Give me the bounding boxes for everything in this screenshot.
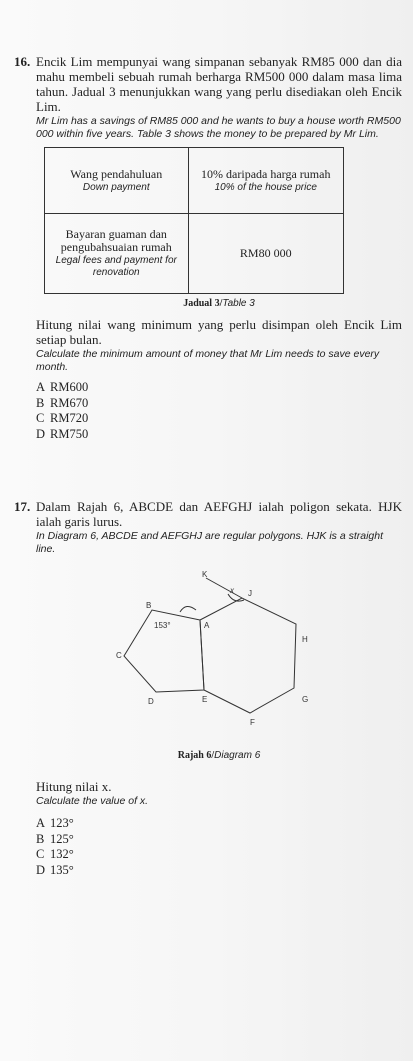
label-g: G [302, 695, 309, 704]
line-jk [206, 578, 242, 598]
caption-malay: Rajah 6/ [177, 750, 215, 761]
cell-text-malay: Wang pendahuluan [70, 166, 163, 181]
table-3 [44, 147, 344, 294]
question-number: 17. [14, 499, 31, 514]
option-a[interactable]: A 123° [36, 816, 74, 830]
diagram-caption [36, 750, 402, 761]
option-d[interactable]: D 135° [36, 862, 74, 877]
cell-text-malay: Bayaran guaman dan pengubahsuaian rumah [60, 227, 172, 254]
option-c[interactable]: C RM720 [36, 411, 89, 425]
ask-text-english: Calculate the minimum amount of money that Mr Lim needs to save every month. [36, 348, 380, 373]
table-cell [188, 148, 343, 214]
table-cell [45, 214, 189, 294]
question-text-english: Mr Lim has a savings of RM85 000 and he wants to buy a house worth RM500 000 within five years. Table 3 shows the money to be prepared by Mr Lim. [36, 115, 401, 140]
caption-english: Diagram 6 [214, 750, 261, 761]
caption-english: Table 3 [222, 298, 255, 309]
answer-options [36, 380, 402, 442]
angle-arc-153 [180, 606, 196, 612]
label-x: x [230, 586, 234, 595]
ask-text-malay: Hitung nilai x. [36, 779, 112, 794]
label-k: K [202, 570, 208, 579]
ask-text-english: Calculate the value of x. [36, 795, 149, 807]
question-17 [14, 499, 402, 878]
question-16 [14, 54, 402, 442]
caption-malay: Jadual 3/ [183, 298, 223, 309]
cell-text-english: Down payment [82, 181, 150, 193]
option-d[interactable]: D RM750 [36, 426, 89, 441]
table-cell [188, 214, 343, 294]
label-f: F [250, 718, 255, 727]
label-j: J [248, 589, 252, 598]
label-h: H [302, 635, 308, 644]
label-a: A [204, 621, 210, 630]
label-d: D [148, 697, 154, 706]
label-c: C [116, 651, 122, 660]
ask-text-malay: Hitung nilai wang minimum yang perlu disimpan oleh Encik Lim setiap bulan. [36, 317, 402, 347]
option-a[interactable]: A RM600 [36, 380, 89, 394]
table-caption [36, 298, 402, 309]
cell-text-english: 10% of the house price [214, 181, 317, 193]
cell-text-malay: 10% daripada harga rumah [201, 166, 331, 181]
option-c[interactable]: C 132° [36, 847, 74, 861]
table-cell [45, 148, 189, 214]
label-b: B [146, 601, 152, 610]
question-text-english: In Diagram 6, ABCDE and AEFGHJ are regular polygons. HJK is a straight line. [36, 530, 384, 555]
option-b[interactable]: B RM670 [36, 395, 89, 410]
hexagon-aefghj [200, 598, 296, 713]
option-b[interactable]: B 125° [36, 831, 74, 846]
angle-label: 153° [154, 621, 171, 630]
label-e: E [202, 695, 208, 704]
cell-text: RM80 000 [239, 246, 292, 260]
question-text-malay: Encik Lim mempunyai wang simpanan sebanyak RM85 000 dan dia mahu membeli sebuah rumah berharga RM500 000 dalam masa lima tahun. Jadual 3 menunjukkan wang yang perlu disediakan oleh Encik Lim. [36, 54, 402, 114]
question-text-malay: Dalam Rajah 6, ABCDE dan AEFGHJ ialah poligon sekata. HJK ialah garis lurus. [36, 499, 402, 529]
question-number: 16. [14, 54, 31, 69]
answer-options [36, 816, 402, 878]
cell-text-english: Legal fees and payment for renovation [55, 255, 177, 278]
diagram-6 [110, 568, 309, 738]
